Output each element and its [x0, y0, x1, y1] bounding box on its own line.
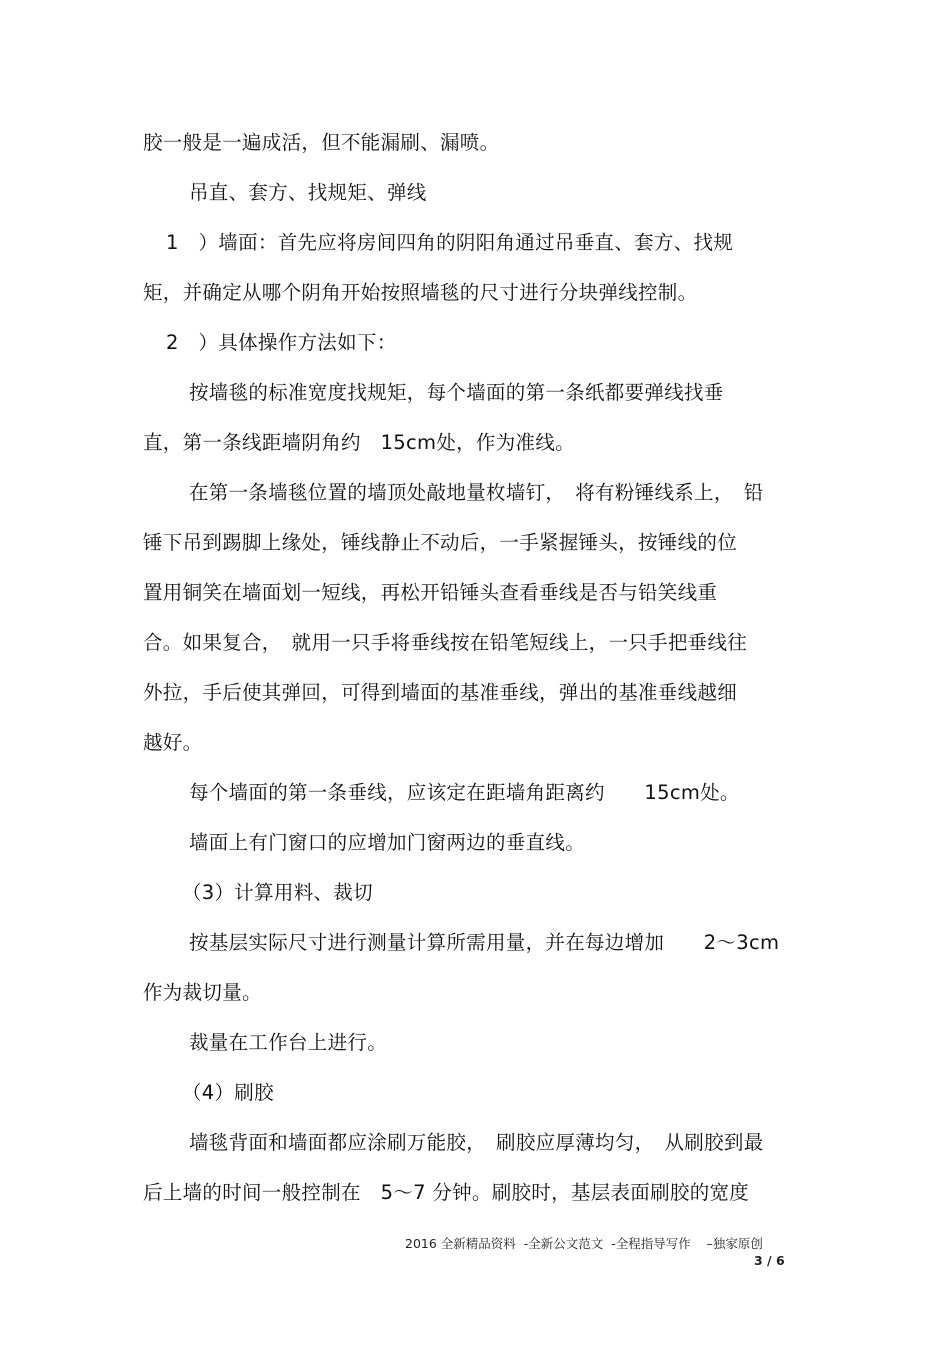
body-line-21: 墙毯背面和墙面都应涂刷万能胶， 刷胶应厚薄均匀， 从刷胶到最 [189, 1131, 764, 1154]
body-line-22: 后上墙的时间一般控制在 5～7 分钟。刷胶时，基层表面刷胶的宽度 [143, 1181, 750, 1204]
body-line-8: 在第一条墙毯位置的墙顶处敲地量枚墙钉， 将有粉锤线系上， 铅 [189, 481, 764, 504]
body-line-14: 每个墙面的第一条垂线，应该定在距墙角距离约 15cm处。 [189, 781, 740, 804]
page-number: 3 / 6 [754, 1253, 785, 1268]
body-line-15: 墙面上有门窗口的应增加门窗两边的垂直线。 [189, 831, 586, 854]
body-line-5: 2 ）具体操作方法如下： [166, 331, 397, 354]
body-line-18: 作为裁切量。 [143, 981, 262, 1004]
body-line-7: 直，第一条线距墙阴角约 15cm处，作为准线。 [143, 431, 575, 454]
body-line-12: 外拉，手后使其弹回，可得到墙面的基准垂线，弹出的基准垂线越细 [143, 681, 738, 704]
body-line-9: 锤下吊到踢脚上缘处，锤线静止不动后，一手紧握锤头，按锤线的位 [143, 531, 738, 554]
section-heading-4: （4）刷胶 [182, 1081, 274, 1104]
body-line-13: 越好。 [143, 731, 203, 754]
body-line-6: 按墙毯的标准宽度找规矩，每个墙面的第一条纸都要弹线找垂 [189, 381, 724, 404]
section-heading-3: （3）计算用料、裁切 [182, 881, 373, 904]
body-line-4: 矩，并确定从哪个阴角开始按照墙毯的尺寸进行分块弹线控制。 [143, 281, 698, 304]
body-line-11: 合。如果复合， 就用一只手将垂线按在铅笔短线上，一只手把垂线往 [143, 631, 748, 654]
body-line-17: 按基层实际尺寸进行测量计算所需用量，并在每边增加 2～3cm [189, 931, 780, 954]
body-line-2: 吊直、套方、找规矩、弹线 [189, 181, 427, 204]
body-line-10: 置用铜笑在墙面划一短线，再松开铅锤头查看垂线是否与铅笑线重 [143, 581, 718, 604]
footer-text: 2016 全新精品资料 -全新公文范文 -全程指导写作 –独家原创 [405, 1236, 763, 1251]
body-line-19: 裁量在工作台上进行。 [189, 1031, 388, 1054]
body-line-3: 1 ）墙面：首先应将房间四角的阴阳角通过吊垂直、套方、找规 [166, 231, 734, 254]
body-line-1: 胶一般是一遍成活，但不能漏刷、漏喷。 [143, 131, 500, 154]
